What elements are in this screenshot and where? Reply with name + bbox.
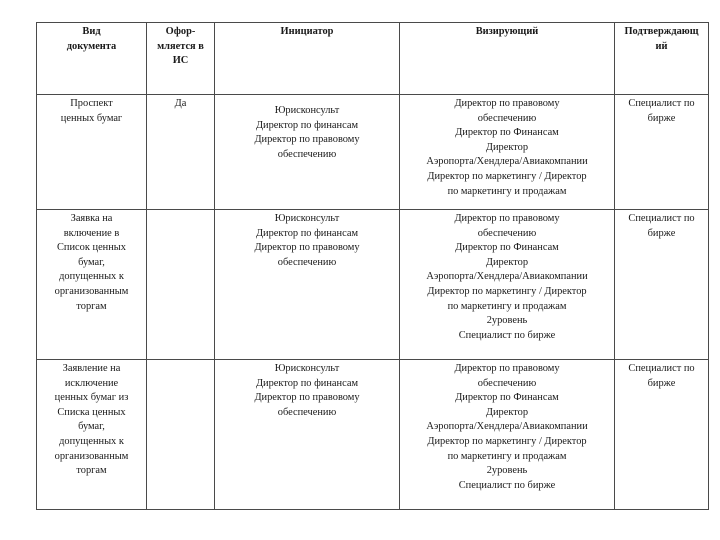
header-in-is xyxy=(147,23,215,95)
cell-spacer xyxy=(217,97,397,104)
cell-line: Аэропорта/Хендлера/Авиакомпании xyxy=(426,156,588,168)
cell-line: Подтверждающ xyxy=(624,26,699,37)
cell-line: Директор по финансам xyxy=(255,377,359,389)
cell-initiator xyxy=(215,210,400,360)
table-row xyxy=(37,95,709,210)
cell-line: бирже xyxy=(647,112,676,124)
table-header-row xyxy=(37,23,709,95)
cell-line: Аэропорта/Хендлера/Авиакомпании xyxy=(426,421,588,433)
cell-line: Директор по финансам xyxy=(255,119,359,131)
cell-line: Список ценных xyxy=(57,242,126,254)
cell-line: по маркетингу и продажам xyxy=(447,300,567,312)
cell-line: Заявление на xyxy=(62,363,121,374)
header-approver xyxy=(400,23,615,95)
cell-line: допущенных к xyxy=(59,435,124,447)
cell-line: бумаг, xyxy=(78,256,105,268)
cell-line: Специалист по бирже xyxy=(458,479,556,491)
cell-line: 2уровень xyxy=(486,465,528,477)
header-initiator xyxy=(215,23,400,95)
cell-line: Директор по маркетингу / Директор xyxy=(427,285,587,297)
table-row xyxy=(37,360,709,510)
cell-line: ий xyxy=(655,40,668,52)
cell-line: Проспект xyxy=(70,98,113,109)
cell-approver xyxy=(400,95,615,210)
cell-line: Директор по маркетингу / Директор xyxy=(427,170,587,182)
cell-line: торгам xyxy=(76,300,107,312)
table-row xyxy=(37,210,709,360)
cell-doc-type xyxy=(37,95,147,210)
cell-line: ценных бумаг xyxy=(60,112,123,124)
cell-line: исключение xyxy=(64,377,119,389)
cell-line: по маркетингу и продажам xyxy=(447,185,567,197)
cell-doc-type xyxy=(37,360,147,510)
cell-line: по маркетингу и продажам xyxy=(447,450,567,462)
cell-line: Директор xyxy=(485,406,529,418)
cell-initiator xyxy=(215,360,400,510)
cell-initiator xyxy=(215,95,400,210)
cell-line: Директор по правовому xyxy=(454,363,560,374)
cell-line: Директор xyxy=(485,141,529,153)
cell-line: Директор по Финансам xyxy=(455,392,559,404)
cell-line: обеспечению xyxy=(477,227,537,239)
cell-line: Юрисконсульт xyxy=(274,105,340,116)
cell-line: Инициатор xyxy=(280,26,334,37)
cell-approver xyxy=(400,210,615,360)
cell-confirmer xyxy=(615,95,709,210)
cell-line: Специалист по xyxy=(628,98,695,109)
cell-line: Директор по Финансам xyxy=(455,127,559,139)
cell-line: Аэропорта/Хендлера/Авиакомпании xyxy=(426,271,588,283)
cell-line: обеспечению xyxy=(477,112,537,124)
header-confirmer xyxy=(615,23,709,95)
cell-line: бирже xyxy=(647,227,676,239)
cell-in-is xyxy=(147,360,215,510)
cell-doc-type xyxy=(37,210,147,360)
cell-line: включение в xyxy=(63,227,120,239)
cell-line: обеспечению xyxy=(477,377,537,389)
cell-confirmer xyxy=(615,360,709,510)
cell-line: торгам xyxy=(76,465,107,477)
cell-line: Директор по маркетингу / Директор xyxy=(427,435,587,447)
cell-in-is-value: Да xyxy=(174,98,187,109)
cell-line: организованным xyxy=(54,285,129,297)
cell-line: ИС xyxy=(172,55,189,67)
cell-line: мляется в xyxy=(157,40,204,52)
cell-line: бирже xyxy=(647,377,676,389)
cell-in-is xyxy=(147,95,215,210)
cell-line: Вид xyxy=(82,26,101,37)
cell-line: Офор- xyxy=(165,26,196,37)
cell-line: Директор по правовому xyxy=(254,392,360,404)
cell-line: Специалист по бирже xyxy=(458,329,556,341)
header-doc-type xyxy=(37,23,147,95)
cell-line: Директор xyxy=(485,256,529,268)
cell-line: Директор по Финансам xyxy=(455,242,559,254)
cell-in-is xyxy=(147,210,215,360)
approval-table xyxy=(36,22,709,510)
cell-line: обеспечению xyxy=(277,148,337,160)
cell-line: ценных бумаг из xyxy=(54,392,129,404)
cell-line: бумаг, xyxy=(78,421,105,433)
cell-line: Юрисконсульт xyxy=(274,213,340,224)
cell-line: обеспечению xyxy=(277,256,337,268)
cell-line: Специалист по xyxy=(628,213,695,224)
cell-line: Юрисконсульт xyxy=(274,363,340,374)
cell-line: допущенных к xyxy=(59,271,124,283)
cell-line: обеспечению xyxy=(277,406,337,418)
cell-confirmer xyxy=(615,210,709,360)
cell-line: Заявка на xyxy=(70,213,113,224)
cell-line: 2уровень xyxy=(486,315,528,327)
cell-line: Директор по финансам xyxy=(255,227,359,239)
cell-line: Специалист по xyxy=(628,363,695,374)
cell-line: Списка ценных xyxy=(57,406,126,418)
cell-line: Директор по правовому xyxy=(454,98,560,109)
cell-line: Директор по правовому xyxy=(454,213,560,224)
cell-line: Директор по правовому xyxy=(254,134,360,146)
cell-line: Директор по правовому xyxy=(254,242,360,254)
cell-line: документа xyxy=(66,40,117,52)
cell-approver xyxy=(400,360,615,510)
cell-line: организованным xyxy=(54,450,129,462)
cell-line: Визирующий xyxy=(475,26,539,37)
